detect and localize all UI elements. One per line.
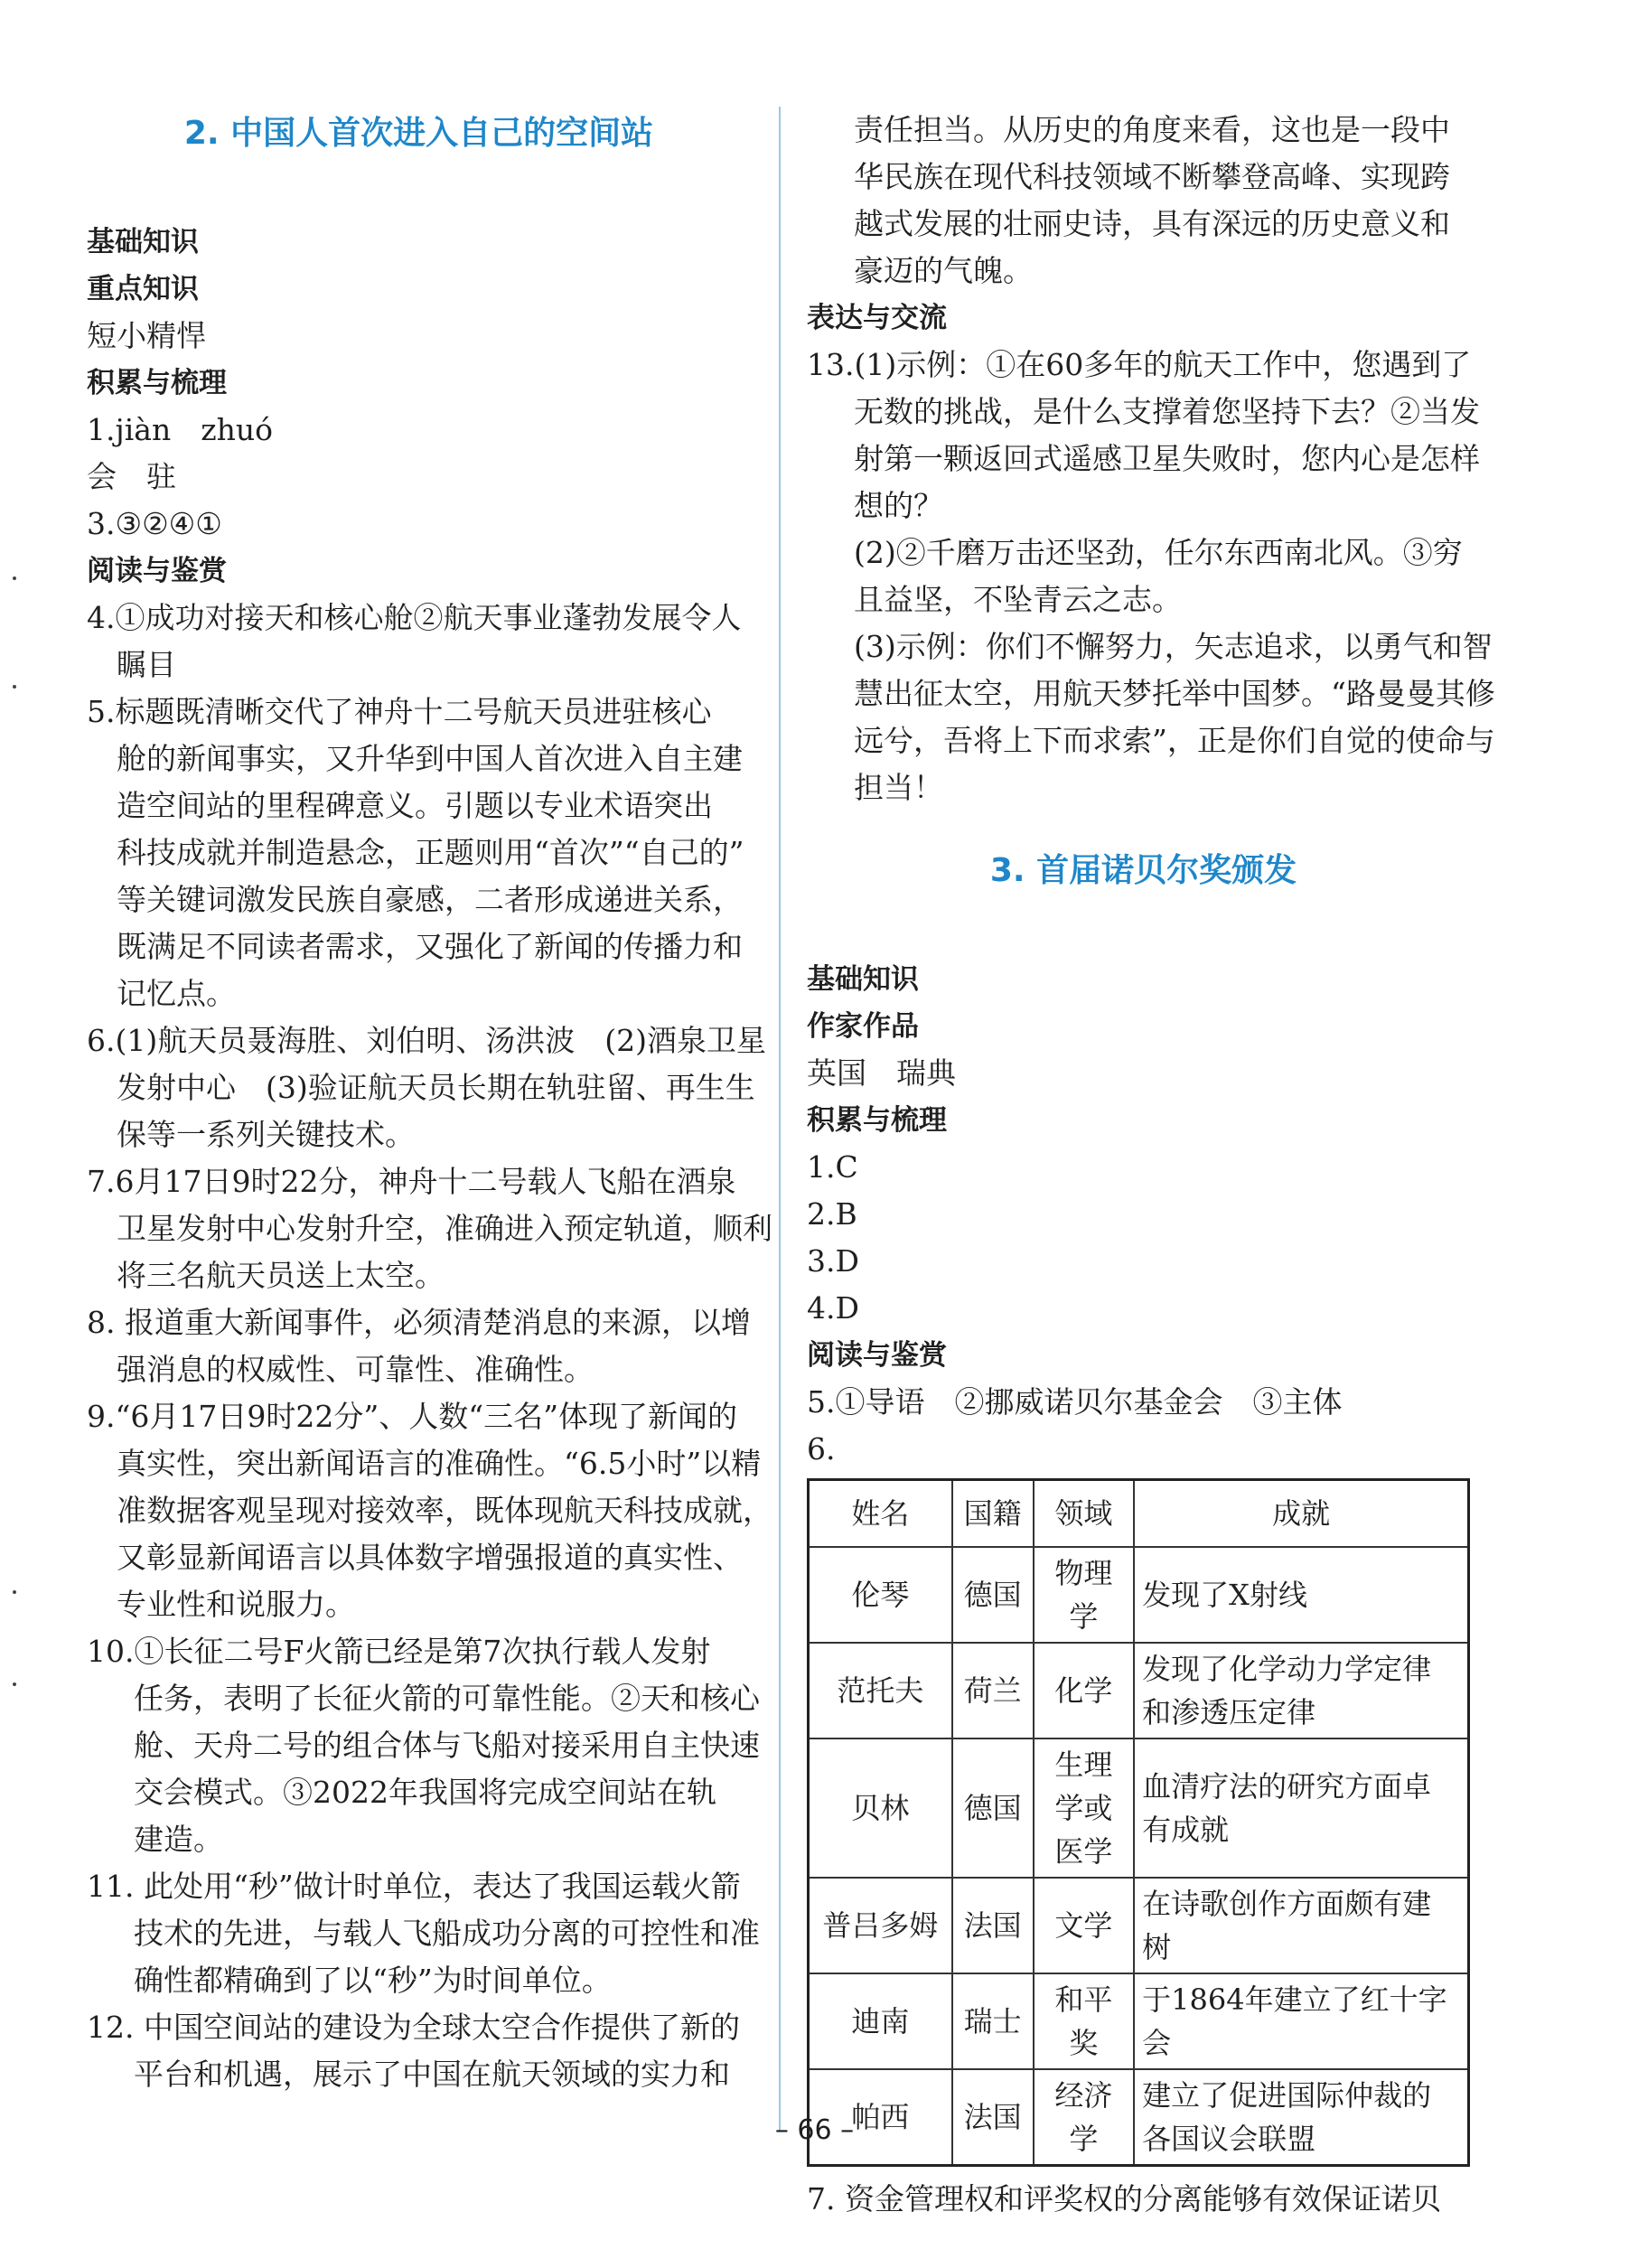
heading-works: 作家作品 — [807, 1010, 919, 1043]
margin-mark — [13, 1682, 16, 1686]
answer-11: 11. 此处用“秒”做计时单位，表达了我国运载火箭 技术的先进，与载人飞船成功分离的可控性和准 确性都精确到了以“秒”为时间单位。 — [87, 1869, 760, 1998]
answer-12-continued: 责任担当。从历史的角度来看，这也是一段中 华民族在现代科技领域不断攀登高峰、实现跨 越式发展的壮丽史诗，具有深远的历史意义和 豪迈的气魄。 — [854, 112, 1450, 288]
table-cell: 经济学 — [1034, 2069, 1135, 2166]
section-title: 2. 中国人首次进入自己的空间站 — [183, 115, 654, 152]
mc-answer: 1.C — [807, 1149, 858, 1185]
answer-4: 4.①成功对接天和核心舱②航天事业蓬勃发展令人 瞩目 — [87, 600, 742, 682]
left-column — [87, 101, 772, 2098]
answer-9: 9.“6月17日9时22分”、人数“三名”体现了新闻的 真实性，突出新闻语言的准确性。“6.5小时”以精 准数据客观呈现对接效率，既体现航天科技成就， 又彰显新闻语言以具体数字增强报道的真实性、 专业性和说服力。 — [87, 1399, 772, 1622]
table-row — [809, 1878, 1469, 1973]
mc-answer: 4.D — [807, 1290, 859, 1326]
table-cell: 和平奖 — [1034, 1973, 1135, 2069]
key-answer: 短小精悍 — [87, 318, 206, 353]
answer-13-1: 13.(1)示例：①在60多年的航天工作中，您遇到了 无数的挑战，是什么支撑着您坚持下去？②当发 射第一颗返回式遥感卫星失败时，您内心是怎样 想的？ — [807, 347, 1480, 523]
table-cell: 德国 — [952, 1547, 1034, 1643]
table-header-row — [809, 1480, 1469, 1548]
heading-key: 重点知识 — [87, 273, 199, 305]
answer-5-right: 5.①导语 ②挪威诺贝尔基金会 ③主体 — [807, 1384, 1343, 1420]
heading-basic: 基础知识 — [87, 226, 199, 258]
answer-6: 6.(1)航天员聂海胜、刘伯明、汤洪波 (2)酒泉卫星 发射中心 (3)验证航天员长期在轨驻留、再生生 保等一系列关键技术。 — [87, 1023, 766, 1152]
answer-7-right: 7. 资金管理权和评奖权的分离能够有效保证诺贝 — [807, 2181, 1441, 2216]
table-cell: 迪南 — [809, 1973, 952, 2069]
column-divider — [779, 107, 781, 2131]
heading-accum: 积累与梳理 — [87, 367, 227, 399]
table-row — [809, 1643, 1469, 1738]
answer-1-pinyin: 1.jiàn zhuó — [87, 412, 273, 447]
table-cell: 贝林 — [809, 1738, 952, 1878]
answer-8: 8. 报道重大新闻事件，必须清楚消息的来源，以增 强消息的权威性、可靠性、准确性。 — [87, 1305, 751, 1387]
margin-mark — [13, 685, 16, 689]
table-cell: 法国 — [952, 2069, 1034, 2166]
table-row — [809, 1547, 1469, 1643]
table-cell: 在诗歌创作方面颇有建树 — [1134, 1878, 1468, 1973]
heading-read: 阅读与鉴赏 — [87, 555, 227, 587]
heading-basic-2: 基础知识 — [807, 963, 919, 996]
table-cell: 发现了X射线 — [1134, 1547, 1468, 1643]
answer-13-2: (2)②千磨万击还坚劲，任尔东西南北风。③穷 且益坚，不坠青云之志。 — [854, 535, 1463, 617]
table-cell: 荷兰 — [952, 1643, 1034, 1738]
table-cell: 德国 — [952, 1738, 1034, 1878]
table-cell: 血清疗法的研究方面卓有成就 — [1134, 1738, 1468, 1878]
table-cell: 文学 — [1034, 1878, 1135, 1973]
table-row — [809, 1738, 1469, 1878]
answer-1-chars: 会 驻 — [87, 459, 176, 494]
page-number: – 66 – — [774, 2114, 855, 2146]
answer-5: 5.标题既清晰交代了神舟十二号航天员进驻核心 舱的新闻事实，又升华到中国人首次进入自主建 造空间站的里程碑意义。引题以专业术语突出 科技成就并制造悬念，正题则用“首次”“自己的” 等关键词激发民族自豪感，二者形成递进关系， 既满足不同读者需求，又强化了新闻的传播力和 记忆点。 — [87, 694, 744, 1011]
answer-10: 10.①长征二号F火箭已经是第7次执行载人发射 任务，表明了长征火箭的可靠性能。②天和核心 舱、天舟二号的组合体与飞船对接采用自主快速 交会模式。③2022年我国将完成空间站在轨 建造。 — [87, 1634, 760, 1857]
nobel-table — [807, 1478, 1470, 2167]
margin-mark — [13, 1590, 16, 1594]
margin-mark — [13, 576, 16, 580]
table-cell: 物理学 — [1034, 1547, 1135, 1643]
mc-answer: 2.B — [807, 1196, 857, 1232]
table-cell: 帕西 — [809, 2069, 952, 2166]
table-header: 姓名 — [809, 1480, 952, 1548]
answer-13-3: (3)示例：你们不懈努力，矢志追求，以勇气和智 慧出征太空，用航天梦托举中国梦。“路曼曼其修 远兮，吾将上下而求索”，正是你们自觉的使命与 担当！ — [854, 629, 1495, 805]
table-header: 国籍 — [952, 1480, 1034, 1548]
section-title-2: 3. 首届诺贝尔奖颁发 — [989, 852, 1297, 889]
heading-accum-2: 积累与梳理 — [807, 1104, 947, 1137]
answer-3: 3.③②④① — [87, 506, 222, 541]
answer-12: 12. 中国空间站的建设为全球太空合作提供了新的 平台和机遇，展示了中国在航天领域的实力和 — [87, 2010, 740, 2092]
answer-7: 7.6月17日9时22分，神舟十二号载人飞船在酒泉 卫星发射中心发射升空，准确进入预定轨道，顺利 将三名航天员送上太空。 — [87, 1164, 772, 1293]
mc-answer: 3.D — [807, 1243, 859, 1279]
table-header: 领域 — [1034, 1480, 1135, 1548]
table-cell: 法国 — [952, 1878, 1034, 1973]
table-cell: 于1864年建立了红十字会 — [1134, 1973, 1468, 2069]
heading-express: 表达与交流 — [807, 302, 947, 334]
table-header: 成就 — [1134, 1480, 1468, 1548]
table-cell: 生理学或医学 — [1034, 1738, 1135, 1878]
table-cell: 普吕多姆 — [809, 1878, 952, 1973]
table-cell: 伦琴 — [809, 1547, 952, 1643]
table-row — [809, 1973, 1469, 2069]
table-cell: 化学 — [1034, 1643, 1135, 1738]
heading-read-2: 阅读与鉴赏 — [807, 1339, 947, 1372]
works-answer: 英国 瑞典 — [807, 1055, 956, 1091]
table-cell: 范托夫 — [809, 1643, 952, 1738]
answer-6-label: 6. — [807, 1431, 836, 1467]
table-cell: 发现了化学动力学定律和渗透压定律 — [1134, 1643, 1468, 1738]
table-cell: 建立了促进国际仲裁的各国议会联盟 — [1134, 2069, 1468, 2166]
right-column — [807, 107, 1495, 2223]
table-cell: 瑞士 — [952, 1973, 1034, 2069]
